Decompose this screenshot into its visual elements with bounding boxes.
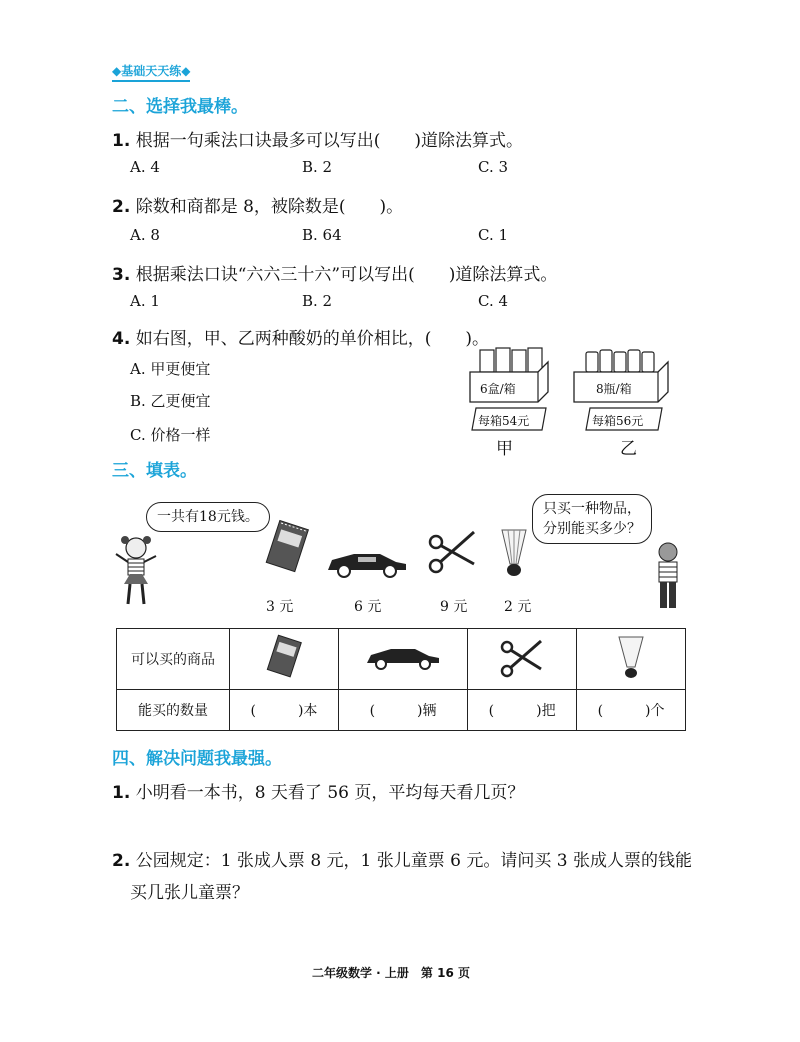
table-cell-shuttlecock (577, 629, 686, 690)
question-3 (112, 260, 557, 285)
question-text: 如右图，甲、乙两种酸奶的单价相比，( )。 (135, 329, 489, 349)
problem-1 (112, 778, 524, 803)
section-2-title: 二、选择我最棒。 (112, 97, 248, 117)
table-row (117, 690, 686, 731)
answer-blank-shuttlecock[interactable]: ( )个 (577, 690, 686, 731)
question-2 (112, 192, 403, 217)
problem-2-continued: 买几张儿童票？ (130, 883, 249, 903)
option-c[interactable]: C. 1 (478, 226, 509, 244)
page-footer: 二年级数学 · 上册 第 16 页 (312, 966, 470, 980)
price-tag-yi: 每箱56元 (592, 414, 644, 428)
price-tag-jia: 每箱54元 (478, 414, 530, 428)
option-a[interactable]: A. 甲更便宜 (130, 360, 211, 378)
answer-blank-car[interactable]: ( )辆 (338, 690, 467, 731)
label-jia: 甲 (496, 439, 513, 459)
car-icon (363, 643, 443, 671)
question-number: 1. (112, 131, 131, 151)
question-1 (112, 126, 523, 151)
option-a[interactable]: A. 1 (130, 292, 160, 310)
purchase-table (116, 628, 686, 731)
table-cell-notebook (230, 629, 339, 690)
table-cell-car (338, 629, 467, 690)
speech-bubble-left: 一共有18元钱。 (146, 502, 270, 532)
option-b[interactable]: B. 2 (302, 158, 333, 176)
price-shuttlecock: 2 元 (504, 599, 532, 615)
row-header-items: 可以买的商品 (117, 629, 230, 690)
problem-2 (112, 846, 692, 871)
question-number: 1. (112, 783, 131, 803)
question-text: 根据乘法口诀“六六三十六”可以写出( )道除法算式。 (135, 265, 558, 285)
crate-label-jia: 6盒/箱 (480, 382, 516, 396)
price-notebook: 3 元 (266, 599, 294, 615)
scissors-icon (424, 524, 480, 580)
question-number: 3. (112, 265, 131, 285)
row-header-quantity: 能买的数量 (117, 690, 230, 731)
option-b[interactable]: B. 乙更便宜 (130, 392, 211, 410)
table-cell-scissors (468, 629, 577, 690)
price-car: 6 元 (354, 599, 382, 615)
bubble-line-1: 只买一种物品， (543, 501, 641, 517)
section-4-title: 四、解决问题我最强。 (112, 749, 282, 769)
question-text: 公园规定：1 张成人票 8 元，1 张儿童票 6 元。请问买 3 张成人票的钱能 (135, 851, 693, 871)
shuttlecock-icon (494, 526, 534, 580)
option-c[interactable]: C. 价格一样 (130, 426, 211, 444)
answer-blank-scissors[interactable]: ( )把 (468, 690, 577, 731)
option-c[interactable]: C. 4 (478, 292, 509, 310)
notebook-icon (262, 518, 312, 576)
shuttlecock-icon (613, 633, 649, 681)
question-number: 2. (112, 851, 131, 871)
question-number: 4. (112, 329, 131, 349)
table-row (117, 629, 686, 690)
speech-bubble-right (532, 494, 652, 544)
option-b[interactable]: B. 2 (302, 292, 333, 310)
practice-banner: ◆基础天天练◆ (112, 62, 190, 82)
question-text: 除数和商都是 8，被除数是( )。 (135, 197, 404, 217)
crate-label-yi: 8瓶/箱 (596, 382, 632, 396)
label-yi: 乙 (620, 439, 637, 459)
notebook-icon (264, 634, 304, 680)
price-scissors: 9 元 (440, 599, 468, 615)
question-4 (112, 324, 489, 349)
girl-character-icon (112, 534, 160, 608)
bubble-line-2: 分别能买多少？ (543, 521, 641, 537)
answer-blank-notebook[interactable]: ( )本 (230, 690, 339, 731)
question-number: 2. (112, 197, 131, 217)
option-c[interactable]: C. 3 (478, 158, 509, 176)
option-a[interactable]: A. 8 (130, 226, 160, 244)
car-icon (324, 546, 410, 578)
boy-character-icon (648, 540, 688, 612)
option-b[interactable]: B. 64 (302, 226, 342, 244)
question-text: 根据一句乘法口诀最多可以写出( )道除法算式。 (135, 131, 523, 151)
section-3-title: 三、填表。 (112, 461, 197, 481)
scissors-icon (497, 633, 547, 681)
question-text: 小明看一本书，8 天看了 56 页，平均每天看几页？ (135, 783, 525, 803)
option-a[interactable]: A. 4 (130, 158, 160, 176)
